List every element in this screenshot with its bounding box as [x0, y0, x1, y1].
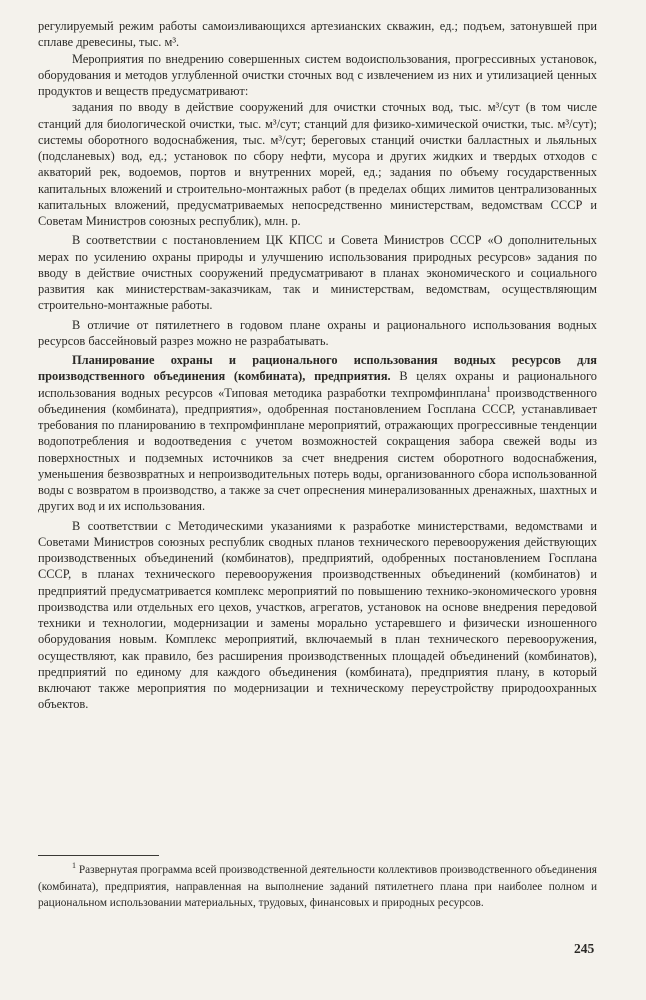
- footnote-divider: [38, 855, 159, 856]
- paragraph-measures-intro: Мероприятия по внедрению совершенных систем водоиспользования, прогрессивных установок, оборудования и методов углубленной очистки сточных вод с извлечением из них и утилизацией ценных продуктов и веществ предусматривают:: [38, 51, 597, 98]
- paragraph-text: В целях охраны и рационального использования водных ресурсов «Типовая методика разработки техпромфинплана: [38, 369, 597, 400]
- footnote-reference: 1: [486, 384, 491, 394]
- paragraph-measures-tasks: задания по вводу в действие сооружений для очистки сточных вод, тыс. м³/сут (в том числе станций для биологической очистки, тыс. м³/сут; станций для физико-химической очистки, тыс. м³/сут); системы оборотного водоснабжения, тыс. м³/сут; береговых станций очистки балластных и льяльных (подсланевых) вод, ед.; установок по сбору нефти, мусора и других жидких и твердых отходов с акваторий рек, водоемов, портов и внутренних морей, ед.; задания по объему государственных капитальных вложений и строительно-монтажных работ (в пределах общих лимитов централизованных капитальных вложений, предусматриваемых непосредственно министерствам, ведомствам СССР и Советам Министров союзных республик), млн. р.: [38, 100, 597, 228]
- footnote-body: Развернутая программа всей производственной деятельности коллективов производственного объединения (комбината), предприятия, направленная на выполнение заданий пятилетнего плана при наиболее полном и рациональном использовании материальных, трудовых, финансовых и природных ресурсов.: [38, 864, 597, 909]
- footnote-marker: 1: [72, 861, 76, 871]
- section-heading: Планирование охраны и рационального использования водных ресурсов для производственного объединения (комбината), предприятия.: [38, 353, 597, 384]
- paragraph-modernization: В соответствии с Методическими указаниями к разработке министерствами, ведомствами и Советами Министров союзных республик сводных планов технического перевооружения действующих производственных объединений (комбинатов), предприятий, одобренных постановлением Госплана СССР, в планах технического перевооружения производственных объединений (комбинатов) и предприятий предусматривается комплекс мероприятий по повышению технико-экономического уровня производства или отдельных его цехов, участков, агрегатов, установок на основе внедрения передовой техники и технологии, модернизации и замены морально устаревшего и физически изношенного оборудования новым. Комплекс мероприятий, включаемый в план технического перевооружения, осуществляют, как правило, без расширения производственных площадей объединений (комбинатов), предприятий по единому для каждого объединения (комбината), предприятия плану, в который включают также мероприятия по модернизации и техническому переустройству природоохранных объектов.: [38, 518, 597, 712]
- footnote: [38, 862, 597, 912]
- body-text: [38, 18, 597, 713]
- paragraph-resolution: В соответствии с постановлением ЦК КПСС и Совета Министров СССР «О дополнительных мерах по усилению охраны природы и улучшению использования природных ресурсов» задания по вводу в действие очистных сооружений предусматривают в планах экономического и социального развития как министерствам-заказчикам, так и министерствам, ведомствам, осуществляющим строительно-монтажные работы.: [38, 233, 597, 313]
- paragraph-enterprise-planning: [38, 352, 597, 515]
- paragraph-text: производственного объединения (комбината), предприятия», одобренная постановлением Госплана СССР, устанавливает требования по планированию в техпромфинплане мероприятий, отражающих прогрессивные тенденции водопотребления и водоотведения с учетом возможностей сокращения забора свежей воды из поверхностных и подземных источников за счет внедрения систем оборотного водоснабжения, уменьшения безвозвратных и непроизводительных потерь воды, организованного сбора использованной воды с возвратом в производство, а также за счет опреснения минерализованных дренажных, шахтных и других вод и их использования.: [38, 385, 597, 514]
- paragraph-continuation: регулируемый режим работы самоизливающихся артезианских скважин, ед.; подъем, затонувшей при сплаве древесины, тыс. м³.: [38, 19, 597, 50]
- paragraph-annual-plan: В отличие от пятилетнего в годовом плане охраны и рационального использования водных ресурсов бассейновый разрез можно не разрабатывать.: [38, 317, 597, 348]
- page-number: 245: [574, 941, 595, 956]
- footnote-text: [38, 862, 597, 912]
